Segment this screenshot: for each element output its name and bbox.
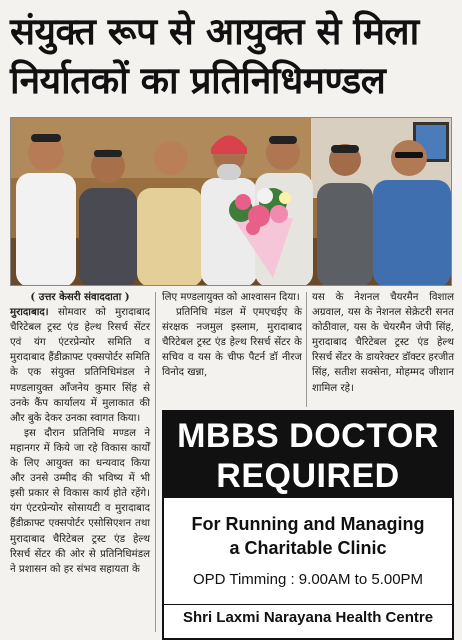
article-paragraph-3: लिए मण्डलायुक्त को आश्वासन दिया। [162,292,300,303]
article-paragraph-1 [10,305,150,426]
article-column-3 [312,290,454,396]
headline [0,0,462,112]
delegation-photo-illustration [11,118,452,286]
ad-opd-timing: OPD Timming : 9.00AM to 5.00PM [192,571,424,588]
ad-subtitle-line-1: For Running and Managing [191,514,425,534]
article-paragraph-5: यस के नेशनल चैयरमैन विशाल अग्रवाल, यस के नेशनल सेक्रेटरी सनत कोठीवाल, यस के चेयरमैन जेपी सिंह, मुरादाबाद चैरिटेबल ट्रस्ट एंड हेल्थ रिसर्च सेंटर के डायरेक्टर डॉक्टर हरजीत सिंह, सतीश सक्सेना, मोहम्मद जीशान शामिल रहे। [312,292,454,394]
ad-organisation-name: Shri Laxmi Narayana Health Centre [164,604,452,628]
article-column-1 [10,290,150,577]
classified-advertisement [162,410,454,640]
ad-subtitle-line-2: a Charitable Clinic [229,538,387,558]
news-photo [10,117,452,286]
article-paragraph-4: प्रतिनिधि मंडल में एमएचईए के संरक्षक नजमुल इस्लाम, मुरादाबाद चैरिटेबल ट्रस्ट एंड हेल्थ रिसर्च सेंटर के सचिव व यस के चीफ पैटर्न डॉ नीरज विनोद खन्ना, [162,307,302,379]
article-paragraph-1-text: सोमवार को मुरादाबाद चैरिटेबल ट्रस्ट एंड हेल्थ रिसर्च सेंटर एवं यंग एंटरप्रेन्योर समिति व मुरादाबाद हैंडीक्राफ्ट एक्सपोर्टर समिति के एक संयुक्त प्रतिनिधिमंडल ने मण्डलायुक्त आँजनेय कुमार सिंह से उनके कैंप कार्यालय में मुलाकात की और बुके देकर उनका स्वागत किया। [10,307,150,424]
headline-line-2: निर्यातकों का प्रतिनिधिमण्डल [10,59,386,102]
ad-title-line-1: MBBS DOCTOR [177,417,439,455]
byline: ( उत्तर केसरी संवाददाता ) [30,291,130,303]
article-paragraph-2: इस दौरान प्रतिनिधि मण्डल ने महानगर में किये जा रहे विकास कार्यों के लिए आयुक्त का धन्यवाद किया और उनसे उम्मीद की भविष्य में भी इसी प्रकार से विकास कार्य होते रहेंगे। यंग एंटरप्रेन्योर सोसायटी व मुरादाबाद हैंडीक्राफ्ट एक्सपोर्टर एसोसिएशन तथा मुरादाबाद चैरिटेबल ट्रस्ट एंड हेल्थ रिसर्च सेंटर की ओर से प्रतिनिधिमंडल ने प्रशासन को हर संभव सहायता के [10,427,150,575]
column-divider [155,292,156,632]
article-column-2 [162,290,302,381]
column-divider [306,292,307,407]
headline-line-1: संयुक्त रूप से आयुक्त से मिला [10,10,419,53]
ad-header [164,412,452,498]
ad-title-line-2: REQUIRED [216,457,400,495]
ad-body [164,512,452,628]
dateline: मुरादाबाद। [10,306,49,319]
